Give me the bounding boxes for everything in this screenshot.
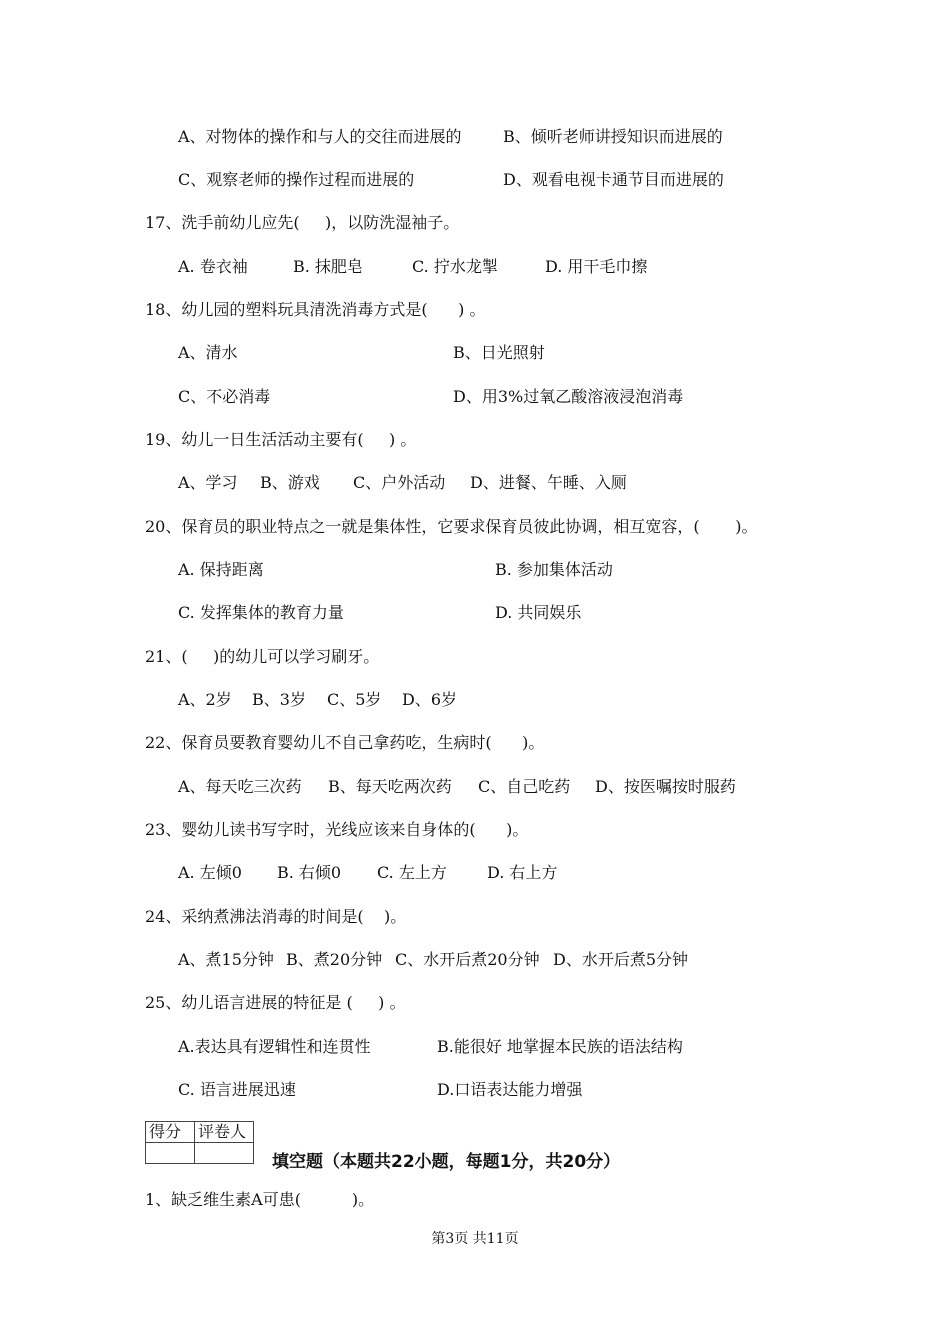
q21-stem: 21、( )的幼儿可以学习刷牙。 xyxy=(145,647,380,666)
q21-option-c: C、5岁 xyxy=(327,690,382,709)
q18-option-b: B、日光照射 xyxy=(453,343,545,362)
q22-option-c: C、自己吃药 xyxy=(478,777,571,796)
q17-option-a: A. 卷衣袖 xyxy=(178,257,248,276)
q21-option-a: A、2岁 xyxy=(178,690,232,709)
page-footer: 第3页 共11页 xyxy=(431,1231,519,1247)
section-title: 填空题（本题共22小题，每题1分，共20分） xyxy=(272,1152,621,1172)
q22-option-d: D、按医嘱按时服药 xyxy=(595,777,736,796)
q22-stem: 22、保育员要教育婴幼儿不自己拿药吃，生病时( )。 xyxy=(145,733,545,752)
q25-option-d: D.口语表达能力增强 xyxy=(437,1080,583,1099)
q20-option-d: D. 共同娱乐 xyxy=(495,603,582,622)
q22-option-a: A、每天吃三次药 xyxy=(178,777,302,796)
fill-question-1: 1、缺乏维生素A可患( )。 xyxy=(145,1190,375,1209)
q16-option-c: C、观察老师的操作过程而进展的 xyxy=(178,170,415,189)
q16-option-b: B、倾听老师讲授知识而进展的 xyxy=(503,127,723,146)
q25-option-c: C. 语言进展迅速 xyxy=(178,1080,296,1099)
q19-option-c: C、户外活动 xyxy=(353,473,446,492)
q21-option-b: B、3岁 xyxy=(252,690,306,709)
q18-stem: 18、幼儿园的塑料玩具清洗消毒方式是( ) 。 xyxy=(145,300,486,319)
q24-option-b: B、煮20分钟 xyxy=(286,950,383,969)
q23-option-c: C. 左上方 xyxy=(377,863,447,882)
q19-stem: 19、幼儿一日生活活动主要有( ) 。 xyxy=(145,430,417,449)
q23-option-b: B. 右倾0 xyxy=(277,863,342,882)
q16-option-d: D、观看电视卡通节目而进展的 xyxy=(503,170,724,189)
q25-option-a: A.表达具有逻辑性和连贯性 xyxy=(178,1037,371,1056)
q25-option-b: B.能很好 地掌握本民族的语法结构 xyxy=(437,1037,683,1056)
q20-option-b: B. 参加集体活动 xyxy=(495,560,613,579)
q20-stem: 20、保育员的职业特点之一就是集体性，它要求保育员彼此协调，相互宽容，( )。 xyxy=(145,517,758,536)
q19-option-b: B、游戏 xyxy=(260,473,320,492)
q18-option-c: C、不必消毒 xyxy=(178,387,271,406)
q24-option-c: C、水开后煮20分钟 xyxy=(395,950,540,969)
q21-option-d: D、6岁 xyxy=(402,690,458,709)
q19-option-a: A、学习 xyxy=(178,473,238,492)
q18-option-d: D、用3%过氧乙酸溶液浸泡消毒 xyxy=(453,387,684,406)
q20-option-a: A. 保持距离 xyxy=(178,560,264,579)
q20-option-c: C. 发挥集体的教育力量 xyxy=(178,603,344,622)
q23-option-d: D. 右上方 xyxy=(487,863,558,882)
q24-option-d: D、水开后煮5分钟 xyxy=(553,950,689,969)
q17-option-d: D. 用干毛巾擦 xyxy=(545,257,648,276)
score-cell[interactable] xyxy=(146,1143,195,1164)
q17-option-c: C. 拧水龙掣 xyxy=(412,257,498,276)
grader-cell[interactable] xyxy=(195,1143,254,1164)
q24-stem: 24、采纳煮沸法消毒的时间是( )。 xyxy=(145,907,407,926)
q23-option-a: A. 左倾0 xyxy=(178,863,242,882)
q22-option-b: B、每天吃两次药 xyxy=(328,777,452,796)
score-header: 得分 xyxy=(146,1122,195,1143)
q19-option-d: D、进餐、午睡、入厕 xyxy=(470,473,627,492)
q16-option-a: A、对物体的操作和与人的交往而进展的 xyxy=(178,127,462,146)
q24-option-a: A、煮15分钟 xyxy=(178,950,274,969)
score-table xyxy=(145,1121,254,1164)
q23-stem: 23、婴幼儿读书写字时，光线应该来自身体的( )。 xyxy=(145,820,529,839)
grader-header: 评卷人 xyxy=(195,1122,254,1143)
q18-option-a: A、清水 xyxy=(178,343,238,362)
q17-option-b: B. 抹肥皂 xyxy=(293,257,363,276)
q17-stem: 17、洗手前幼儿应先( )，以防洗湿袖子。 xyxy=(145,213,460,232)
q25-stem: 25、幼儿语言进展的特征是 ( ) 。 xyxy=(145,993,406,1012)
